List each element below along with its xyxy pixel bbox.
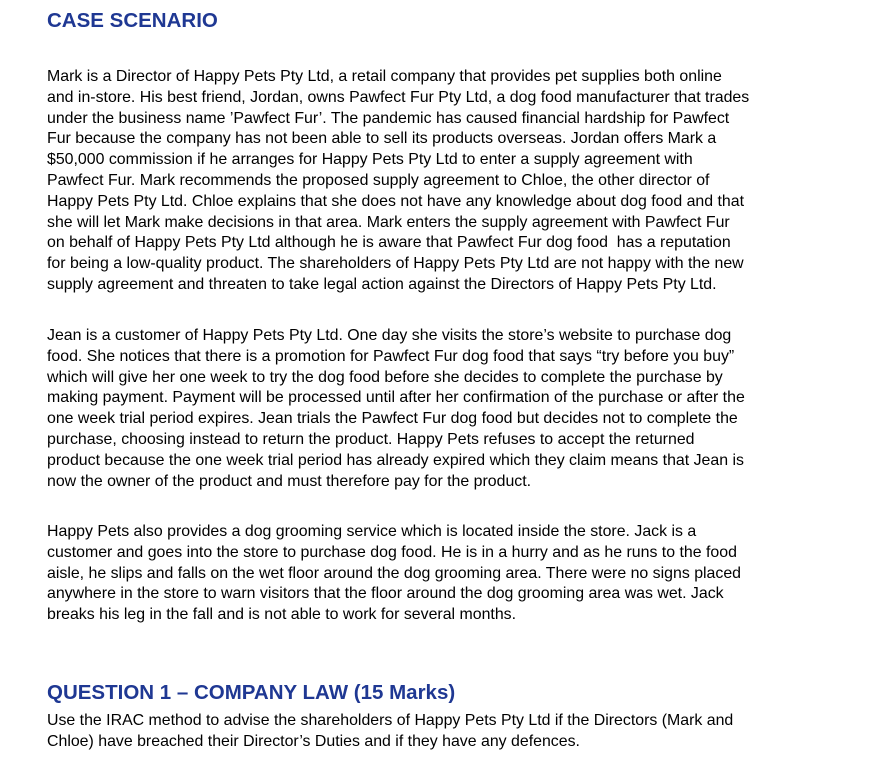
paragraph-line: Happy Pets also provides a dog grooming service which is located inside the store. Jack is a — [47, 523, 697, 540]
paragraph-line: Fur because the company has not been able to sell its products overseas. Jordan offers Mark a — [47, 130, 717, 148]
question-line: Use the IRAC method to advise the shareholders of Happy Pets Pty Ltd if the Directors (Mark and — [47, 712, 734, 729]
question-line: Chloe) have breached their Director’s Duties and if they have any defences. — [47, 732, 580, 750]
paragraph-line: Pawfect Fur. Mark recommends the proposed supply agreement to Chloe, the other director of — [47, 171, 710, 189]
paragraph-line: making payment. Payment will be processed until after her confirmation of the purchase or after the — [47, 389, 745, 407]
question-1-heading: QUESTION 1 – COMPANY LAW (15 Marks) — [47, 681, 456, 704]
scenario-paragraph-customer-jack — [47, 522, 847, 626]
paragraph-line: $50,000 commission if he arranges for Happy Pets Pty Ltd to enter a supply agreement with — [47, 151, 693, 169]
paragraph-line: one week trial period expires. Jean trials the Pawfect Fur dog food but decides not to complete the — [47, 410, 738, 428]
paragraph-line: anywhere in the store to warn visitors that the floor around the dog grooming area was wet. Jack — [47, 585, 724, 603]
paragraph-line: which will give her one week to try the dog food before she decides to complete the purchase by — [47, 368, 723, 386]
paragraph-line: for being a low-quality product. The shareholders of Happy Pets Pty Ltd are not happy with the new — [47, 255, 744, 273]
paragraph-line: food. She notices that there is a promotion for Pawfect Fur dog food that says “try before you buy” — [47, 347, 735, 365]
paragraph-line: Happy Pets Pty Ltd. Chloe explains that she does not have any knowledge about dog food and that — [47, 192, 745, 210]
paragraph-line: under the business name ’Pawfect Fur’. The pandemic has caused financial hardship for Pawfect — [47, 109, 730, 127]
paragraph-line: aisle, he slips and falls on the wet floor around the dog grooming area. There were no signs placed — [47, 564, 742, 582]
paragraph-line: she will let Mark make decisions in that area. Mark enters the supply agreement with Pawfect Fur — [47, 213, 730, 231]
paragraph-line: purchase, choosing instead to return the product. Happy Pets refuses to accept the returned — [47, 430, 695, 448]
paragraph-line: customer and goes into the store to purchase dog food. He is in a hurry and as he runs to the food — [47, 543, 737, 561]
paragraph-line: Mark is a Director of Happy Pets Pty Ltd, a retail company that provides pet supplies both online — [47, 68, 722, 85]
case-scenario-heading: CASE SCENARIO — [47, 9, 218, 32]
paragraph-line: on behalf of Happy Pets Pty Ltd although he is aware that Pawfect Fur dog food has a reputation — [47, 234, 731, 252]
paragraph-line: and in-store. His best friend, Jordan, owns Pawfect Fur Pty Ltd, a dog food manufacturer that trades — [47, 88, 750, 106]
scenario-paragraph-customer-jean — [47, 326, 847, 492]
question-1-instruction — [47, 711, 847, 753]
paragraph-line: supply agreement and threaten to take legal action against the Directors of Happy Pets Pty Ltd. — [47, 275, 717, 293]
scenario-paragraph-directors — [47, 67, 847, 296]
paragraph-line: Jean is a customer of Happy Pets Pty Ltd. One day she visits the store’s website to purchase dog — [47, 327, 732, 344]
paragraph-line: now the owner of the product and must therefore pay for the product. — [47, 472, 532, 490]
paragraph-line: product because the one week trial period has already expired which they claim means that Jean is — [47, 451, 744, 469]
paragraph-line: breaks his leg in the fall and is not able to work for several months. — [47, 606, 517, 624]
